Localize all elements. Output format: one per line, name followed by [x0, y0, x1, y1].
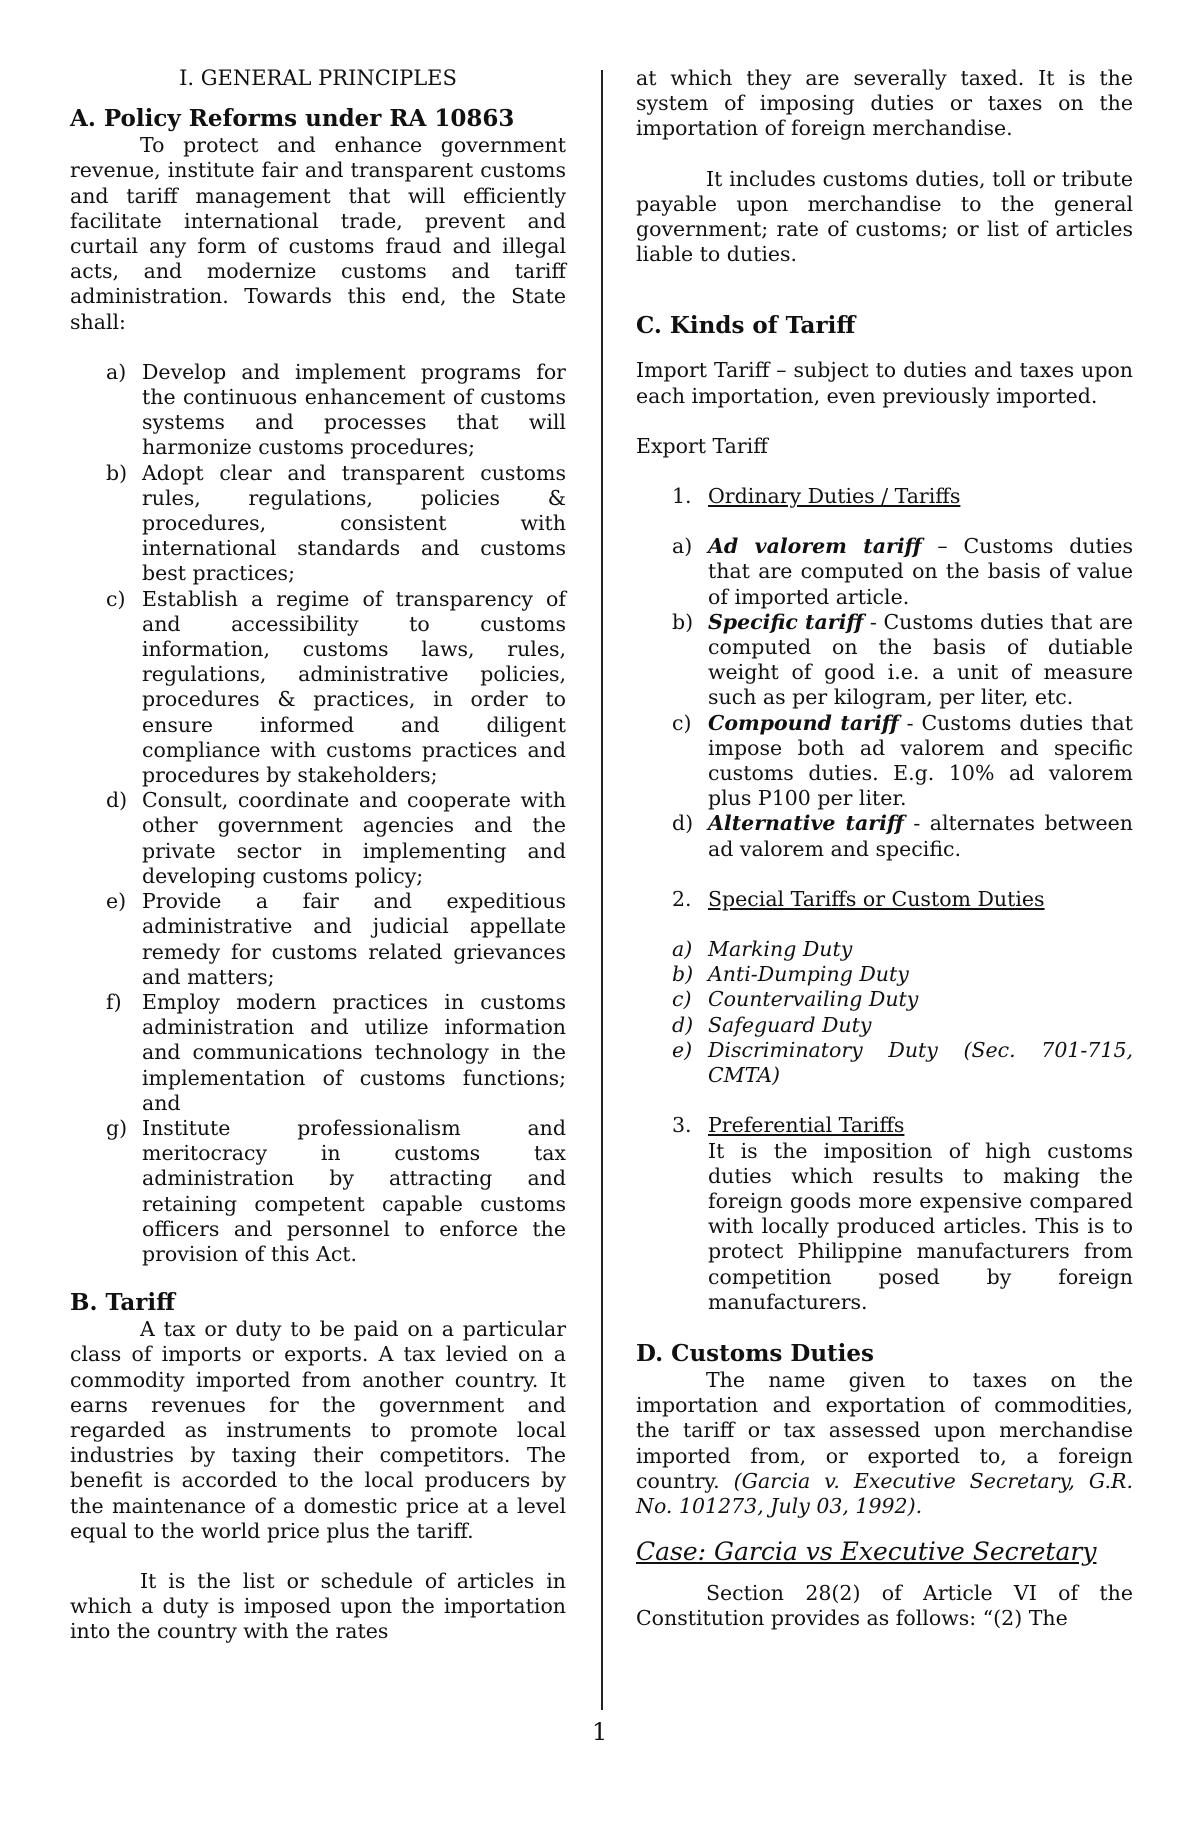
kinds-of-tariff-heading: C. Kinds of Tariff	[636, 312, 856, 340]
list-item: g) Institute professionalism and meritocracy in customs tax administration by attracting and retaining competent capable customs officers and personnel to enforce the provision of this Act.	[106, 1115, 566, 1266]
import-tariff-text: Import Tariff – subject to duties and taxes upon each importation, even previously imported.	[636, 358, 1133, 408]
case-heading: Case: Garcia vs Executive Secretary	[636, 1537, 1097, 1567]
policy-reforms-heading: A. Policy Reforms under RA 10863	[70, 105, 515, 133]
customs-duties-text: The name given to taxes on the importation and exportation of commodities, the tariff or tax assessed upon merchandise imported from, or exported to, a foreign country. (Garcia v. Executive Secretary, G.R. No. 101273, July 03, 1992).	[636, 1367, 1133, 1518]
tariff-includes-text: It includes customs duties, toll or tribute payable upon merchandise to the general government; rate of customs; or list of articles liable to duties.	[636, 166, 1133, 267]
ordinary-duties-heading: 1. Ordinary Duties / Tariffs	[672, 484, 961, 509]
preferential-tariffs-heading: 3. Preferential Tariffs	[672, 1113, 905, 1138]
list-item: b) Specific tariff - Customs duties that are computed on the basis of dutiable weight of good i.e. a unit of measure such as per kilogram, per liter, etc.	[672, 609, 1133, 710]
list-item: c) Countervailing Duty	[672, 987, 919, 1012]
list-item: a) Marking Duty	[672, 937, 853, 962]
tariff-heading: B. Tariff	[70, 1289, 176, 1317]
list-item: d) Consult, coordinate and cooperate with other government agencies and the private sector in implementing and developing customs policy;	[106, 788, 566, 888]
ordinary-duties-list	[636, 534, 1133, 862]
list-item: e) Discriminatory Duty (Sec. 701-715, CMTA)	[672, 1037, 1133, 1088]
export-tariff-text: Export Tariff	[636, 433, 768, 458]
tariff-definition: A tax or duty to be paid on a particular class of imports or exports. A tax levied on a commodity imported from another country. It earns revenues for the government and regarded as instruments to promote local industries by taxing their competitors. The benefit is accorded to the local producers by the maintenance of a domestic price at a level equal to the world price plus the tariff.	[70, 1317, 566, 1543]
list-item: a) Develop and implement programs for the continuous enhancement of customs systems and processes that will harmonize customs procedures;	[106, 359, 566, 460]
tariff-schedule-text: It is the list or schedule of articles in which a duty is imposed upon the importation into the country with the rates	[70, 1568, 566, 1644]
policy-intro: To protect and enhance government revenue, institute fair and transparent customs and tariff management that will efficiently facilitate international trade, prevent and curtail any form of customs fraud and illegal acts, and modernize customs and tariff administration. Towards this end, the State shall:	[70, 133, 566, 334]
list-item: f) Employ modern practices in customs administration and utilize information and communications technology in the implementation of customs functions; and	[106, 989, 566, 1115]
page-number: 1	[592, 1718, 608, 1746]
list-item: c) Establish a regime of transparency of and accessibility to customs information, customs laws, rules, regulations, administrative policies, procedures & practices, in order to ensure informed and diligent compliance with customs practices and procedures by stakeholders;	[106, 586, 566, 788]
left-column	[70, 66, 566, 1645]
list-item: b) Anti-Dumping Duty	[672, 962, 909, 987]
list-item: c) Compound tariff - Customs duties that impose both ad valorem and specific customs duties. E.g. 10% ad valorem plus P100 per liter.	[672, 710, 1133, 811]
special-tariffs-list	[636, 937, 1133, 1088]
case-text: Section 28(2) of Article VI of the Constitution provides as follows: “(2) The	[636, 1581, 1133, 1631]
right-column	[636, 66, 1133, 1632]
customs-duties-heading: D. Customs Duties	[636, 1339, 874, 1367]
list-item: b) Adopt clear and transparent customs rules, regulations, policies & procedures, consistent with international standards and customs best practices;	[106, 460, 566, 586]
policy-list	[70, 360, 566, 1267]
column-divider	[601, 70, 603, 1710]
list-item: a) Ad valorem tariff – Customs duties that are computed on the basis of value of imported article.	[672, 534, 1133, 609]
special-tariffs-heading: 2. Special Tariffs or Custom Duties	[672, 886, 1045, 911]
case-citation: (Garcia v. Executive Secretary, G.R. No. 101273, July 03, 1992).	[636, 1468, 1133, 1518]
preferential-tariffs-text: It is the imposition of high customs duties which results to making the foreign goods more expensive compared with locally produced articles. This is to protect Philippine manufacturers from competition posed by foreign manufacturers.	[708, 1138, 1133, 1314]
general-principles-heading: I. GENERAL PRINCIPLES	[179, 66, 457, 90]
tariff-continuation: at which they are severally taxed. It is the system of imposing duties or taxes on the importation of foreign merchandise.	[636, 66, 1133, 141]
list-item: e) Provide a fair and expeditious administrative and judicial appellate remedy for customs related grievances and matters;	[106, 889, 566, 989]
list-item: d) Alternative tariff - alternates between ad valorem and specific.	[672, 811, 1134, 861]
list-item: d) Safeguard Duty	[672, 1012, 872, 1037]
